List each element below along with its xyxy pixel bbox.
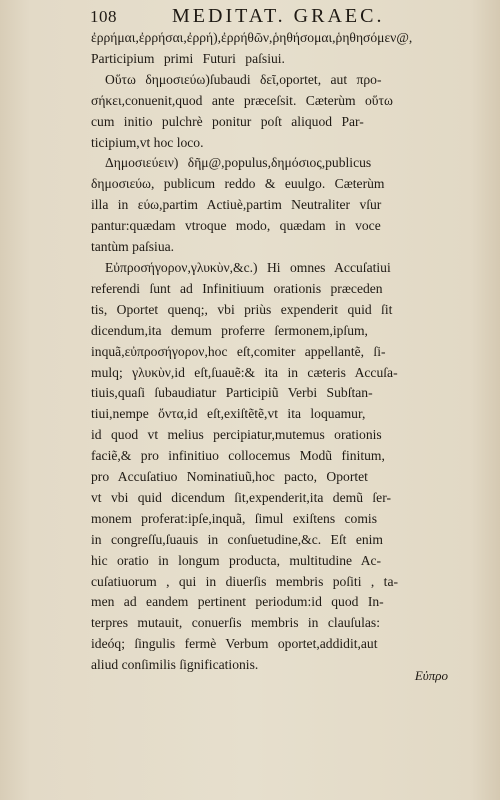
text-line: mulq; γλυκὺν,id eſt,ſuauẽ:& ita in cæteris Accuſa-	[91, 364, 398, 380]
text-line: σήκει,conuenit,quod ante præceſsit. Cæterùm οὕτω	[91, 92, 393, 108]
text-line: Δημοσιεύειν) δῆμ@,populus,δημόσιος,publicus	[105, 155, 372, 171]
text-line: cum initio pulchrè ponitur poſt aliquod Par-	[91, 113, 364, 129]
text-line: dicendum,ita demum proferre ſermonem,ipſum,	[91, 322, 368, 338]
text-line: inquã,εὐπροσήγορον,hoc eſt,comiter appellantẽ, ſi-	[91, 343, 386, 359]
text-line: tis, Oportet quenq;, vbi priùs expenderit quid ſit	[91, 301, 393, 317]
text-line: illa in εύω,partim Actiuè,partim Neutraliter vſur	[91, 197, 382, 213]
text-line: hic oratio in longum producta, multitudine Ac-	[91, 552, 382, 568]
running-head: MEDITAT. GRAEC.	[172, 5, 385, 27]
text-line: Εὐπροσήγορον,γλυκὺν,&c.) Hi omnes Accuſatiui	[105, 259, 391, 275]
text-line: tantùm paſsiua.	[91, 239, 175, 255]
text-line: ticipium,vt hoc loco.	[91, 134, 204, 150]
text-line: aliud conſimilis ſignificationis.	[91, 657, 259, 673]
text-line: ἐρρήμαι,ἐρρήσαι,ἐρρή),ἐρρήθῶν,ῥηθήσομαι,ῥηθησόμεν@,	[91, 30, 413, 45]
text-line: faciẽ,& pro infinitiuo collocemus Modũ finitum,	[91, 448, 385, 464]
page-number: 108	[90, 7, 117, 26]
text-line: Οὕτω δημοσιεύω)ſubaudi δεῖ,oportet, aut προ-	[105, 71, 382, 87]
text-line: Participium primi Futuri paſsiui.	[91, 50, 285, 66]
text-line: δημοσιεύω, publicum reddo & euulgo. Cæterùm	[91, 176, 385, 192]
text-line: id quod vt melius percipiatur,mutemus orationis	[91, 427, 382, 443]
text-line: cuſatiuorum , qui in diuerſis membris poſiti , ta-	[91, 573, 398, 589]
text-line: vt vbi quid dicendum ſit,expenderit,ita demũ ſer-	[91, 489, 391, 505]
catchword: Εὐπρο	[414, 668, 448, 683]
text-line: pro Accuſatiuo Nominatiuũ,hoc pacto, Oportet	[91, 469, 368, 485]
text-line: monem proferat:ipſe,inquã, ſimul exiſtens comis	[91, 510, 377, 526]
text-line: tiui,nempe ὄντα,id eſt,exiſtẽtẽ,vt ita loquamur,	[91, 406, 366, 422]
text-line: terpres mutauit, conuerſis membris in clauſulas:	[91, 615, 380, 631]
text-line: tiuis,quaſi ſubaudiatur Participiũ Verbi Subſtan-	[91, 385, 373, 401]
text-line: pantur:quædam vtroque modo, quædam in voce	[91, 218, 381, 234]
text-line: referendi ſunt ad Infinitiuum orationis præceden	[91, 280, 383, 296]
text-line: men ad eandem pertinent periodum:id quod In-	[91, 594, 384, 610]
text-line: ideóq; ſingulis fermè Verbum oportet,addidit,aut	[91, 636, 378, 652]
body-text	[91, 28, 463, 676]
page-header	[90, 5, 460, 29]
text-line: in congreſſu,ſuauis in conſuetudine,&c. Eſt enim	[91, 531, 383, 547]
